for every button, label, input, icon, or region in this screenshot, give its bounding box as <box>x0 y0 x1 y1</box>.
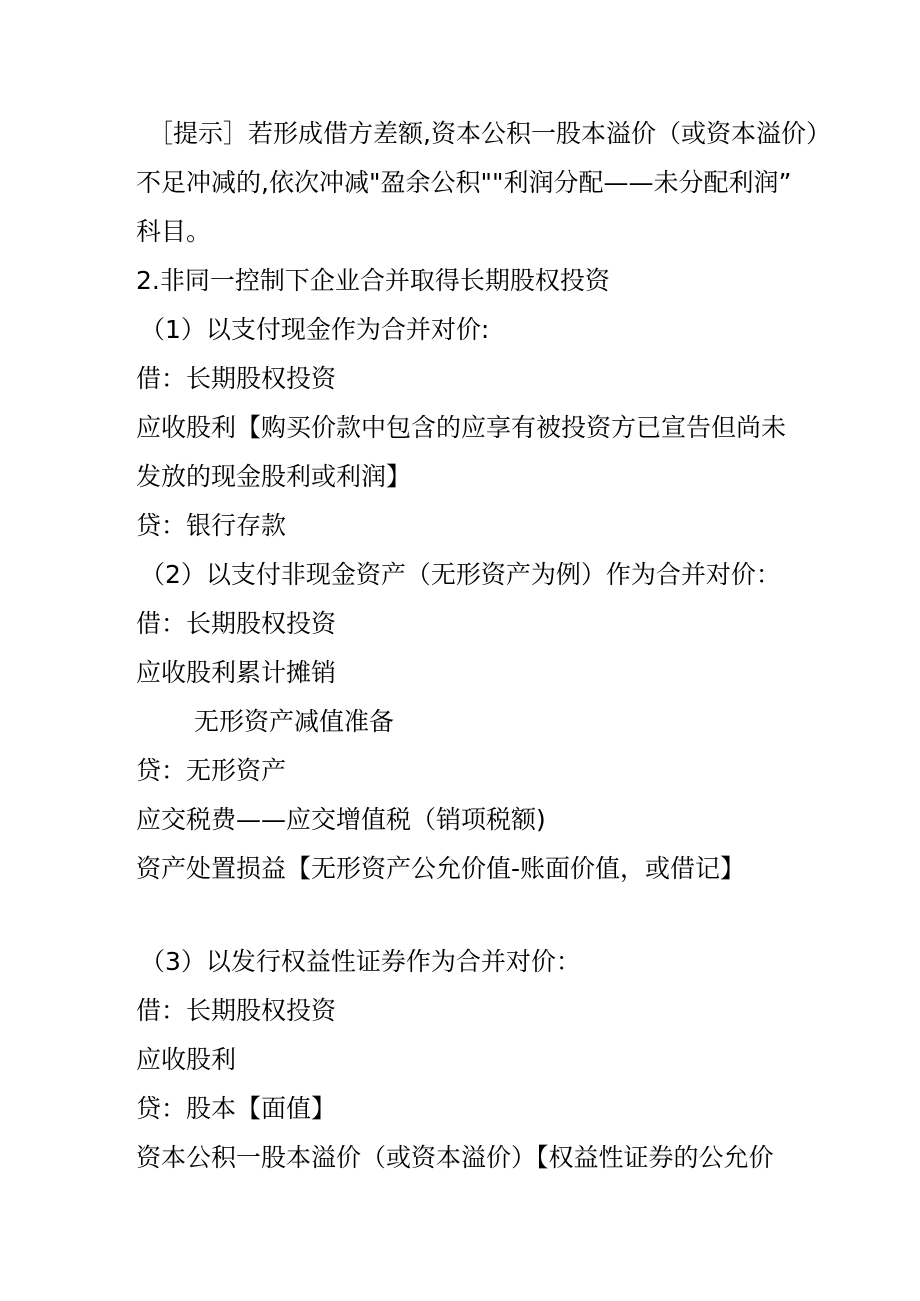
hint-paragraph-line-1: ［提示］若形成借方差额,资本公积一股本溢价（或资本溢价） <box>148 119 831 148</box>
entry-line-indented: 无形资产减值准备 <box>194 707 395 736</box>
hint-paragraph-line-2: 不足冲减的,依次冲减"盈余公积""利润分配——未分配利润” <box>136 168 792 197</box>
entry-debit-line: 借：长期股权投资 <box>136 609 337 638</box>
entry-debit-line: 借：长期股权投资 <box>136 996 337 1025</box>
entry-debit-line: 借：长期股权投资 <box>136 364 337 393</box>
entry-line: 应收股利【购买价款中包含的应享有被投资方已宣告但尚未 <box>136 413 787 442</box>
entry-line: 资本公积一股本溢价（或资本溢价）【权益性证券的公允价 <box>136 1143 774 1172</box>
section-heading-2: 2.非同一控制下企业合并取得长期股权投资 <box>136 266 610 295</box>
entry-credit-line: 贷：银行存款 <box>136 511 287 540</box>
entry-credit-line: 贷：无形资产 <box>136 756 287 785</box>
subsection-heading-2: （2）以支付非现金资产（无形资产为例）作为合并对价： <box>140 560 781 589</box>
entry-line: 资产处置损益【无形资产公允价值-账面价值，或借记】 <box>136 854 746 883</box>
hint-paragraph-line-3: 科目。 <box>136 217 212 246</box>
subsection-heading-3: （3）以发行权益性证券作为合并对价： <box>140 947 581 976</box>
entry-line: 应交税费——应交增值税（销项税额) <box>136 805 546 834</box>
entry-line: 发放的现金股利或利润】 <box>136 462 412 491</box>
entry-credit-line: 贷：股本【面值】 <box>136 1094 337 1123</box>
subsection-heading-1: （1）以支付现金作为合并对价: <box>140 315 490 344</box>
entry-line: 应收股利 <box>136 1045 237 1074</box>
entry-line: 应收股利累计摊销 <box>136 658 337 687</box>
